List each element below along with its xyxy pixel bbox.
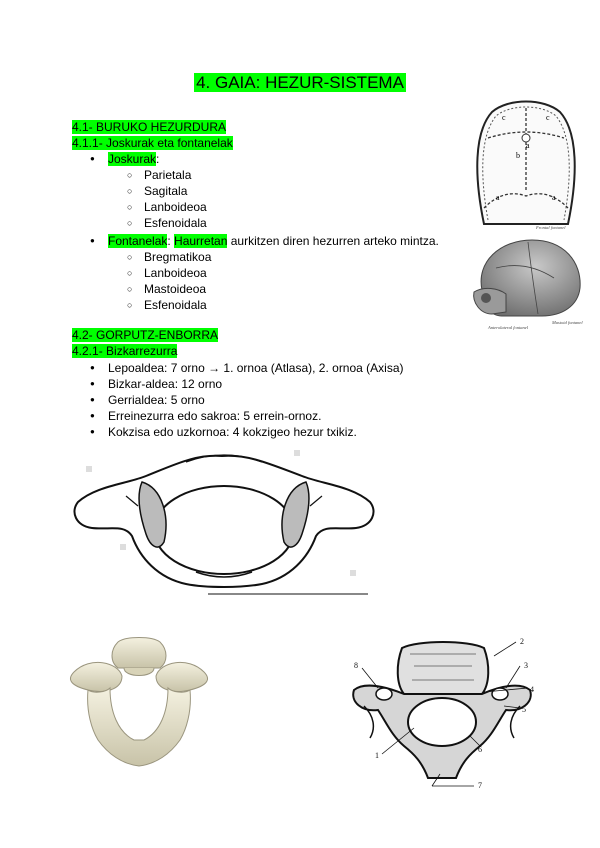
vertebra-number-label: 6: [478, 745, 482, 754]
skull-top-label: c: [546, 113, 550, 122]
page-title: [0, 72, 600, 94]
page-title-text: 4. GAIA: HEZUR-SISTEMA: [196, 73, 404, 92]
fontanelak-item: [72, 233, 439, 249]
vertebra-number-label: 3: [524, 661, 528, 670]
skull-top-label: b: [516, 151, 520, 160]
vertebra-number-label: 1: [375, 751, 379, 760]
vertebra-number-label: 8: [354, 661, 358, 670]
joskurak-item: [72, 151, 439, 167]
vertebra-region-text: Erreinezurra edo sakroa: 5 errein-ornoz.: [108, 409, 322, 423]
vertebra-region-text: Kokzisa edo uzkornoa: 4 kokzigeo hezur txikiz.: [108, 425, 357, 439]
joskurak-subitem-text: Esfenoidala: [144, 216, 207, 230]
fontanelak-subitem-text: Mastoideoa: [144, 282, 207, 296]
vertebra-number-label: 5: [522, 705, 526, 714]
vertebra-number-label: 2: [520, 637, 524, 646]
fontanelak-subitem: [72, 297, 439, 313]
skull-top-caption: Frontal fontanel: [536, 225, 566, 230]
section-1-heading: [72, 120, 226, 135]
section-1-subheading: [72, 136, 233, 151]
section-1-heading-text: 4.1- BURUKO HEZURDURA: [72, 120, 227, 134]
fontanelak-subitem: [72, 265, 439, 281]
section-2-list: [72, 360, 404, 440]
skull-top-label: a: [526, 141, 530, 150]
fontanelak-subitem-text: Bregmatikoa: [144, 250, 212, 264]
vertebra-region-item: [72, 392, 404, 408]
skull-top-label: a: [496, 193, 500, 202]
cervical-vertebra-image: [344, 636, 540, 792]
joskurak-subitem-text: Sagitala: [144, 184, 188, 198]
joskurak-subitem: [72, 199, 439, 215]
haurretan-term: Haurretan: [174, 234, 228, 248]
skull-side-view-image: [466, 232, 586, 332]
fontanelak-subitem: [72, 281, 439, 297]
section-1-list: [72, 151, 439, 313]
section-2-subheading: [72, 344, 177, 359]
skull-side-caption: Anterolateral fontanel: [488, 325, 528, 330]
fontanelak-subitem-text: Lanboideoa: [144, 266, 207, 280]
skull-top-label: c: [502, 113, 506, 122]
fontanelak-term: Fontanelak: [108, 234, 168, 248]
fontanelak-definition: aurkitzen diren hezurren arteko mintza.: [227, 234, 439, 248]
joskurak-colon: :: [156, 152, 160, 166]
skull-top-view-image: [470, 96, 582, 230]
section-2-heading-text: 4.2- GORPUTZ-ENBORRA: [72, 328, 219, 342]
section-2-heading: [72, 328, 218, 343]
joskurak-subitem-text: Parietala: [144, 168, 192, 182]
skull-side-caption: Mastoid fontanel: [552, 320, 583, 325]
section-1-subheading-text: 4.1.1- Joskurak eta fontanelak: [72, 136, 233, 150]
section-2-subheading-text: 4.2.1- Bizkarrezurra: [72, 344, 178, 358]
vertebra-region-item: [72, 408, 404, 424]
vertebra-region-text: Bizkar-aldea: 12 orno: [108, 377, 223, 391]
joskurak-subitem: [72, 183, 439, 199]
skull-top-label: a: [552, 193, 556, 202]
fontanelak-subitem: [72, 249, 439, 265]
vertebra-region-text: Gerrialdea: 5 orno: [108, 393, 205, 407]
vertebra-region-item: [72, 376, 404, 392]
vertebra-number-label: 4: [530, 685, 534, 694]
joskurak-subitem: [72, 215, 439, 231]
joskurak-term: Joskurak: [108, 152, 157, 166]
vertebra-number-label: 7: [478, 781, 482, 790]
fontanelak-subitem-text: Esfenoidala: [144, 298, 207, 312]
atlas-vertebra-image: [66, 446, 382, 598]
fontanelak-colon: :: [167, 234, 175, 248]
joskurak-subitem: [72, 167, 439, 183]
vertebra-region-text: Lepoaldea: 7 orno → 1. ornoa (Atlasa), 2. ornoa (Axisa): [108, 361, 404, 375]
vertebra-region-item: [72, 360, 404, 376]
axis-vertebra-image: [64, 632, 214, 782]
vertebra-region-item: [72, 424, 404, 440]
joskurak-subitem-text: Lanboideoa: [144, 200, 207, 214]
